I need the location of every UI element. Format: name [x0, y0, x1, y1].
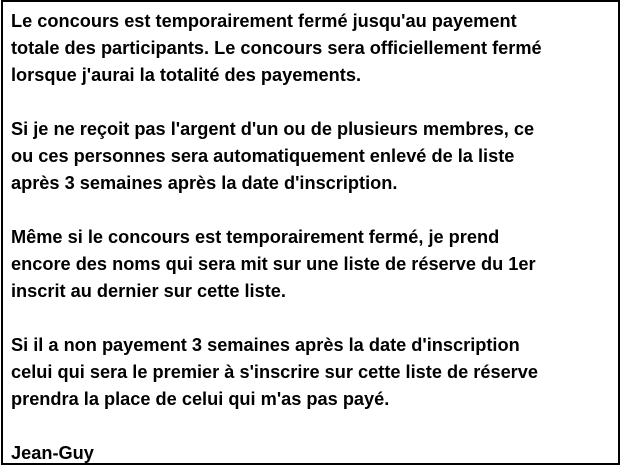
paragraph-line: celui qui sera le premier à s'inscrire sur cette liste de réserve: [11, 362, 538, 382]
paragraph-line: Le concours est temporairement fermé jusqu'au payement: [11, 11, 517, 31]
paragraph-line: après 3 semaines après la date d'inscription.: [11, 173, 398, 193]
paragraph-line: Si je ne reçoit pas l'argent d'un ou de plusieurs membres, ce: [11, 119, 535, 139]
paragraph-gap: [11, 89, 612, 116]
paragraph-line: Si il a non payement 3 semaines après la date d'inscription: [11, 335, 520, 355]
paragraph-line: lorsque j'aurai la totalité des payements.: [11, 65, 362, 85]
paragraph-line: prendra la place de celui qui m'as pas payé.: [11, 389, 390, 409]
paragraph-line: ou ces personnes sera automatiquement enlevé de la liste: [11, 146, 515, 166]
paragraph-gap: [11, 413, 612, 440]
paragraph-line: encore des noms qui sera mit sur une liste de réserve du 1er: [11, 254, 536, 274]
paragraph-line: totale des participants. Le concours sera officiellement fermé: [11, 38, 542, 58]
paragraph-line: inscrit au dernier sur cette liste.: [11, 281, 286, 301]
paragraph-replacement: [11, 332, 612, 413]
paragraph-reserve-list: [11, 224, 612, 305]
paragraph-gap: [11, 305, 612, 332]
signature: Jean-Guy: [11, 443, 94, 463]
paragraph-closure: [11, 8, 612, 89]
paragraph-gap: [11, 197, 612, 224]
notice-box: [1, 0, 620, 465]
paragraph-removal: [11, 116, 612, 197]
paragraph-line: Même si le concours est temporairement fermé, je prend: [11, 227, 500, 247]
